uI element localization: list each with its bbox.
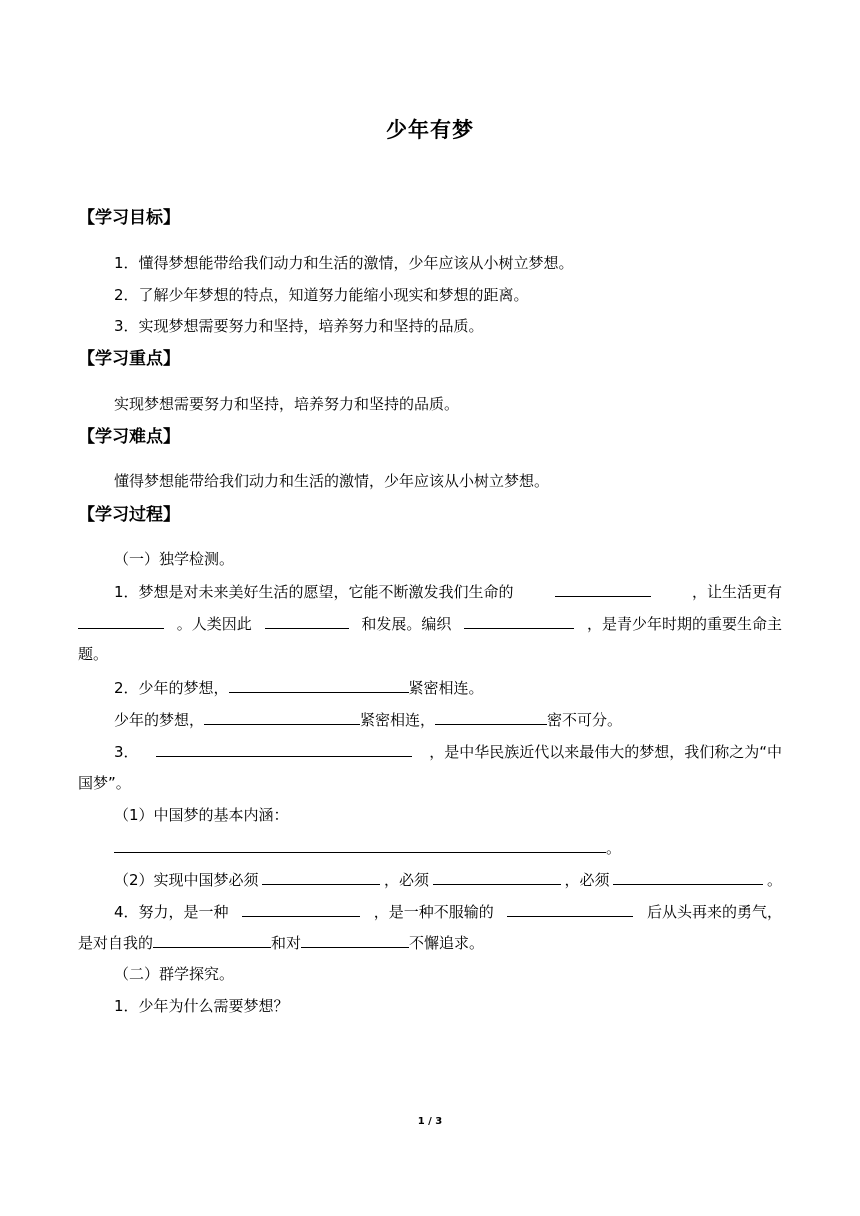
q3-sub1-answer xyxy=(114,836,621,859)
q2-text-d: 紧密相连， xyxy=(360,711,436,729)
q3-sub2-text-a: （2）实现中国梦必须 xyxy=(114,871,259,889)
part1-title: （一）独学检测。 xyxy=(114,550,235,568)
q1-line-2 xyxy=(78,612,782,635)
q3-blank-4[interactable] xyxy=(433,868,561,885)
q4-blank-3[interactable] xyxy=(153,931,271,948)
q3-sub2-line xyxy=(114,868,782,891)
q3-line-1 xyxy=(114,740,782,763)
q4-text-e: 和对 xyxy=(271,934,302,952)
q3-sub1-label: （1）中国梦的基本内涵： xyxy=(114,806,289,824)
q4-text-c: 后从头再来的勇气， xyxy=(646,903,782,921)
q3-blank-5[interactable] xyxy=(613,868,763,885)
section-heading-difficulties: 【学习难点】 xyxy=(78,427,180,447)
section-heading-objectives: 【学习目标】 xyxy=(78,208,180,228)
objective-item-1: 1．懂得梦想能带给我们动力和生活的激情，少年应该从小树立梦想。 xyxy=(114,254,574,272)
q4-blank-2[interactable] xyxy=(507,900,633,917)
q1-blank-3[interactable] xyxy=(265,612,349,629)
q4-blank-4[interactable] xyxy=(301,931,409,948)
q3-line-2: 国梦”。 xyxy=(78,774,131,792)
difficulties-text: 懂得梦想能带给我们动力和生活的激情，少年应该从小树立梦想。 xyxy=(114,472,550,490)
q1-text-a: 1．梦想是对未来美好生活的愿望，它能不断激发我们生命的 xyxy=(114,583,514,601)
q2-text-e: 密不可分。 xyxy=(547,711,623,729)
q3-text-a: 3． xyxy=(114,743,139,761)
q3-blank-3[interactable] xyxy=(262,868,380,885)
q3-text-b: ，是中华民族近代以来最伟大的梦想，我们称之为“中 xyxy=(429,743,782,761)
q4-text-d: 是对自我的 xyxy=(78,934,154,952)
part2-question-1: 1．少年为什么需要梦想？ xyxy=(114,997,289,1015)
q2-line-1 xyxy=(114,676,484,699)
objective-item-3: 3．实现梦想需要努力和坚持，培养努力和坚持的品质。 xyxy=(114,317,484,335)
q1-blank-2[interactable] xyxy=(78,612,164,629)
q1-text-b: ，让生活更有 xyxy=(691,583,782,601)
page-number: 1 / 3 xyxy=(417,1116,443,1127)
q2-blank-3[interactable] xyxy=(435,708,547,725)
q3-sub2-text-d: 。 xyxy=(766,871,782,889)
q3-blank-1[interactable] xyxy=(156,740,412,757)
part2-title: （二）群学探究。 xyxy=(114,965,235,983)
q4-line-2 xyxy=(78,931,484,954)
q4-text-f: 不懈追求。 xyxy=(409,934,485,952)
q3-sub1-end: 。 xyxy=(606,839,622,857)
key-points-text: 实现梦想需要努力和坚持，培养努力和坚持的品质。 xyxy=(114,395,460,413)
q4-blank-1[interactable] xyxy=(242,900,360,917)
q2-blank-1[interactable] xyxy=(229,676,409,693)
q2-line-2 xyxy=(114,708,622,731)
page-title: 少年有梦 xyxy=(386,118,474,142)
q3-blank-2[interactable] xyxy=(114,836,606,853)
q4-line-1 xyxy=(114,900,782,923)
section-heading-process: 【学习过程】 xyxy=(78,505,180,525)
q2-text-a: 2．少年的梦想， xyxy=(114,679,229,697)
q4-text-a: 4．努力，是一种 xyxy=(114,903,229,921)
q3-sub2-text-c: ，必须 xyxy=(564,871,610,889)
q3-sub2-text-b: ，必须 xyxy=(384,871,430,889)
q1-line-3: 题。 xyxy=(78,645,109,663)
q2-blank-2[interactable] xyxy=(204,708,360,725)
section-heading-key-points: 【学习重点】 xyxy=(78,349,180,369)
q2-text-c: 少年的梦想， xyxy=(114,711,205,729)
objective-item-2: 2．了解少年梦想的特点，知道努力能缩小现实和梦想的距离。 xyxy=(114,286,529,304)
q1-blank-1[interactable] xyxy=(555,580,651,597)
q1-line-1 xyxy=(114,580,782,603)
q1-blank-4[interactable] xyxy=(464,612,574,629)
q1-text-e: ，是青少年时期的重要生命主 xyxy=(586,615,782,633)
q4-text-b: ，是一种不服输的 xyxy=(373,903,494,921)
q2-text-b: 紧密相连。 xyxy=(408,679,484,697)
q1-text-c: 。人类因此 xyxy=(176,615,252,633)
q1-text-d: 和发展。编织 xyxy=(361,615,452,633)
